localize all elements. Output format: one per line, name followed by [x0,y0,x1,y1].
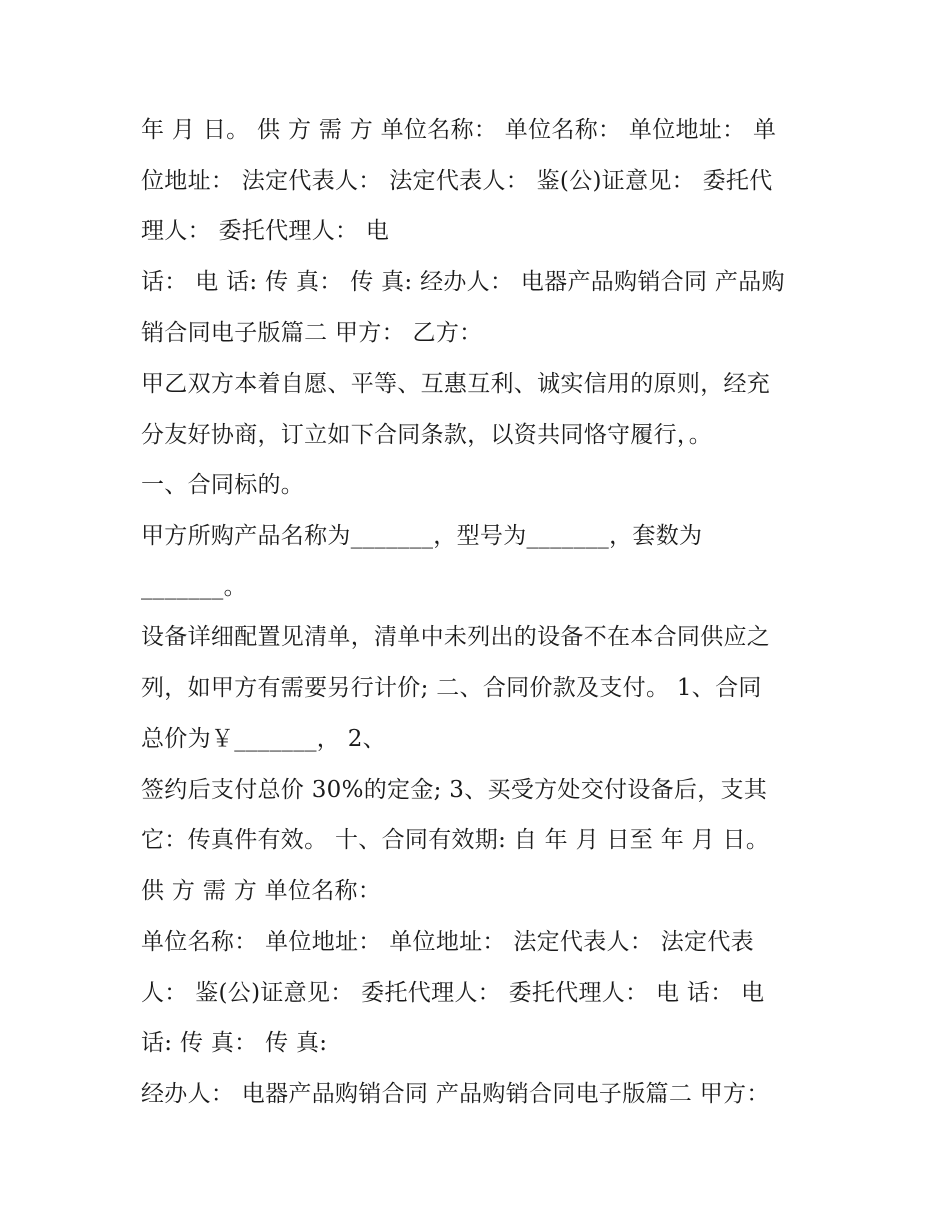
text-line-5: 销合同电子版篇二 甲方： 乙方： [141,320,483,346]
text-line-14: 签约后支付总价 30%的定金; 3、买受方处交付设备后，支其 [141,777,768,803]
text-line-1: 年 月 日。 供 方 需 方 单位名称： 单位名称： 单位地址： 单 [141,117,777,143]
text-line-9: 甲方所购产品名称为_______，型号为_______，套数为 [141,523,703,549]
text-line-18: 人： 鉴(公)证意见： 委托代理人： 委托代理人： 电 话： 电 [141,980,765,1006]
text-line-10: _______。 [141,574,247,600]
text-line-3: 理人： 委托代理人： 电 [141,218,390,244]
text-line-2: 位地址： 法定代表人： 法定代表人： 鉴(公)证意见： 委托代 [141,168,773,194]
text-line-13: 总价为￥_______， 2、 [141,726,386,752]
text-line-7: 分友好协商，订立如下合同条款，以资共同恪守履行，。 [141,422,712,448]
text-line-12: 列，如甲方有需要另行计价; 二、合同价款及支付。 1、合同 [141,675,762,701]
text-line-8: 一、合同标的。 [141,472,305,498]
text-line-17: 单位名称： 单位地址： 单位地址： 法定代表人： 法定代表 [141,929,754,955]
text-line-16: 供 方 需 方 单位名称： [141,878,382,904]
text-line-6: 甲乙双方本着自愿、平等、互惠互利、诚实信用的原则，经充 [141,371,771,397]
text-line-19: 话: 传 真： 传 真: [141,1030,328,1056]
text-line-4: 话： 电 话: 传 真： 传 真: 经办人： 电器产品购销合同 产品购 [141,269,785,295]
text-line-20: 经办人： 电器产品购销合同 产品购销合同电子版篇二 甲方： [141,1081,770,1107]
text-line-11: 设备详细配置见清单，清单中未列出的设备不在本合同供应之 [141,624,771,650]
text-line-15: 它：传真件有效。 十、合同有效期: 自 年 月 日至 年 月 日。 [141,827,770,853]
